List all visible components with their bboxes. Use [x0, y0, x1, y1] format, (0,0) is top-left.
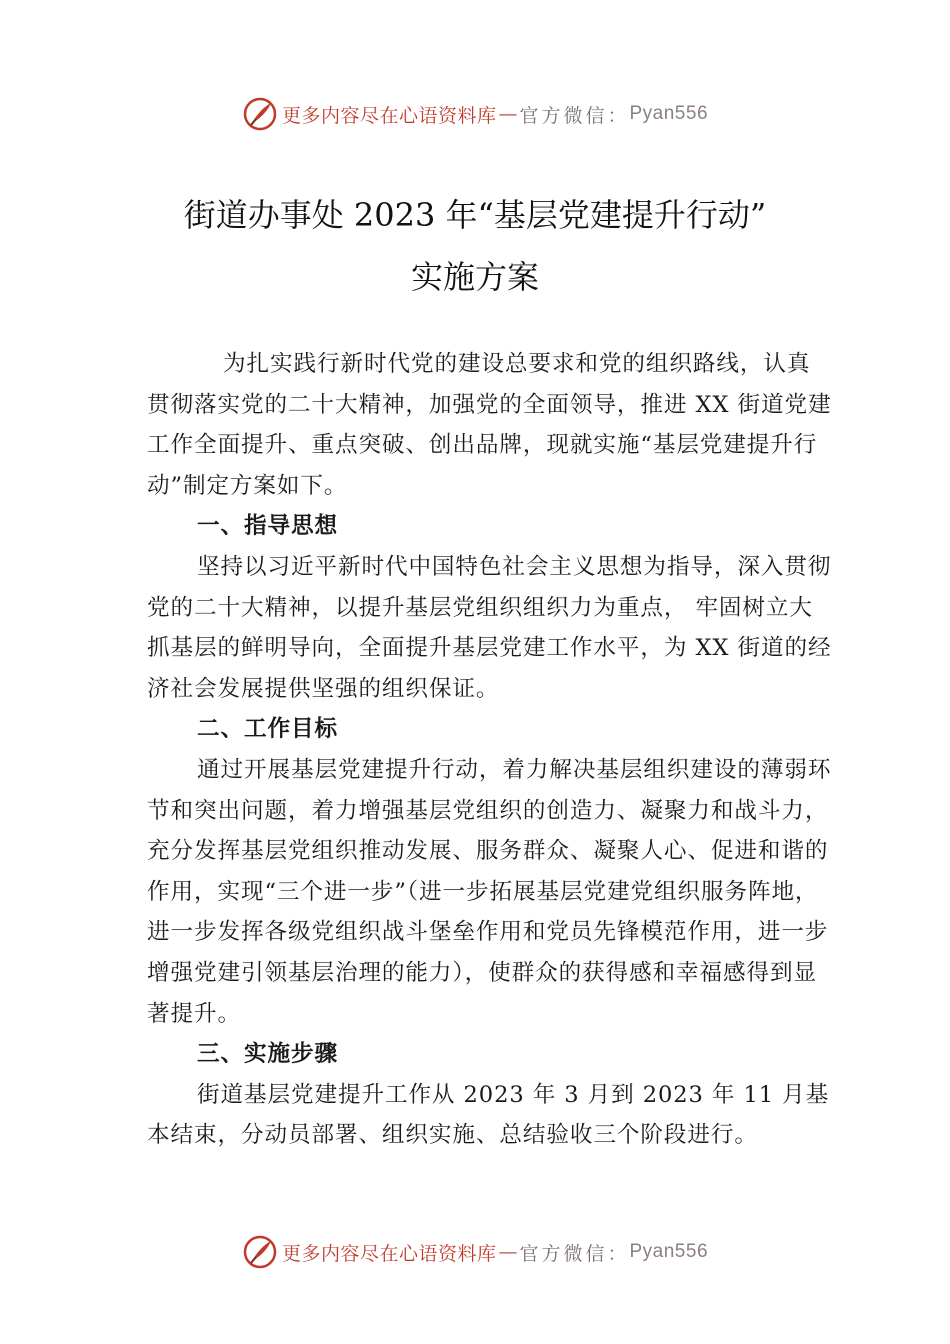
- watermark-wechat-label: 官方微信：: [519, 1242, 630, 1265]
- section-heading-work-goals: 二、工作目标: [197, 716, 338, 743]
- intro-paragraph: 为扎实践行新时代党的建设总要求和党的组织路线，认真贯彻落实党的二十大精神，加强党的全面领导，推进 XX 街道党建工作全面提升、重点突破、创出品牌，现就实施“基层党建提升行动”制定方案如下。: [147, 351, 832, 499]
- quill-logo-icon: [242, 1234, 278, 1270]
- title-line-2: 实施方案: [410, 258, 539, 296]
- title-line-1: 街道办事处 2023 年“基层党建提升行动”: [183, 196, 767, 234]
- watermark-separator: —: [498, 103, 518, 125]
- document-title: [0, 184, 950, 308]
- watermark-wechat-label: 官方微信：: [519, 104, 630, 127]
- quill-logo-icon: [242, 96, 278, 132]
- document-body: [147, 344, 833, 1156]
- watermark-account: Pyan556: [629, 1241, 709, 1262]
- watermark-separator: —: [498, 1241, 518, 1263]
- section-body-guiding-ideology: 坚持以习近平新时代中国特色社会主义思想为指导，深入贯彻党的二十大精神，以提升基层党组织组织力为重点， 牢固树立大抓基层的鲜明导向，全面提升基层党建工作水平，为 XX 街道的经济社会发展提供坚强的组织保证。: [147, 553, 832, 702]
- section-heading-implementation-steps: 三、实施步骤: [197, 1041, 338, 1068]
- watermark-account: Pyan556: [629, 103, 709, 124]
- section-heading-guiding-ideology: 一、指导思想: [197, 513, 338, 540]
- watermark-site-text: 更多内容尽在心语资料库: [281, 104, 497, 127]
- section-body-implementation-steps: 街道基层党建提升工作从 2023 年 3 月到 2023 年 11 月基本结束，分动员部署、组织实施、总结验收三个阶段进行。: [147, 1081, 830, 1149]
- watermark-site-text: 更多内容尽在心语资料库: [281, 1242, 497, 1265]
- header-watermark: [0, 94, 950, 134]
- section-body-work-goals: 通过开展基层党建提升行动，着力解决基层组织建设的薄弱环节和突出问题，着力增强基层党组织的创造力、凝聚力和战斗力，充分发挥基层党组织推动发展、服务群众、凝聚人心、促进和谐的作用，实现“三个进一步”（进一步拓展基层党建党组织服务阵地，进一步发挥各级党组织战斗堡垒作用和党员先锋模范作用，进一步增强党建引领基层治理的能力），使群众的获得感和幸福感得到显著提升。: [147, 756, 832, 1027]
- footer-watermark: [0, 1232, 950, 1272]
